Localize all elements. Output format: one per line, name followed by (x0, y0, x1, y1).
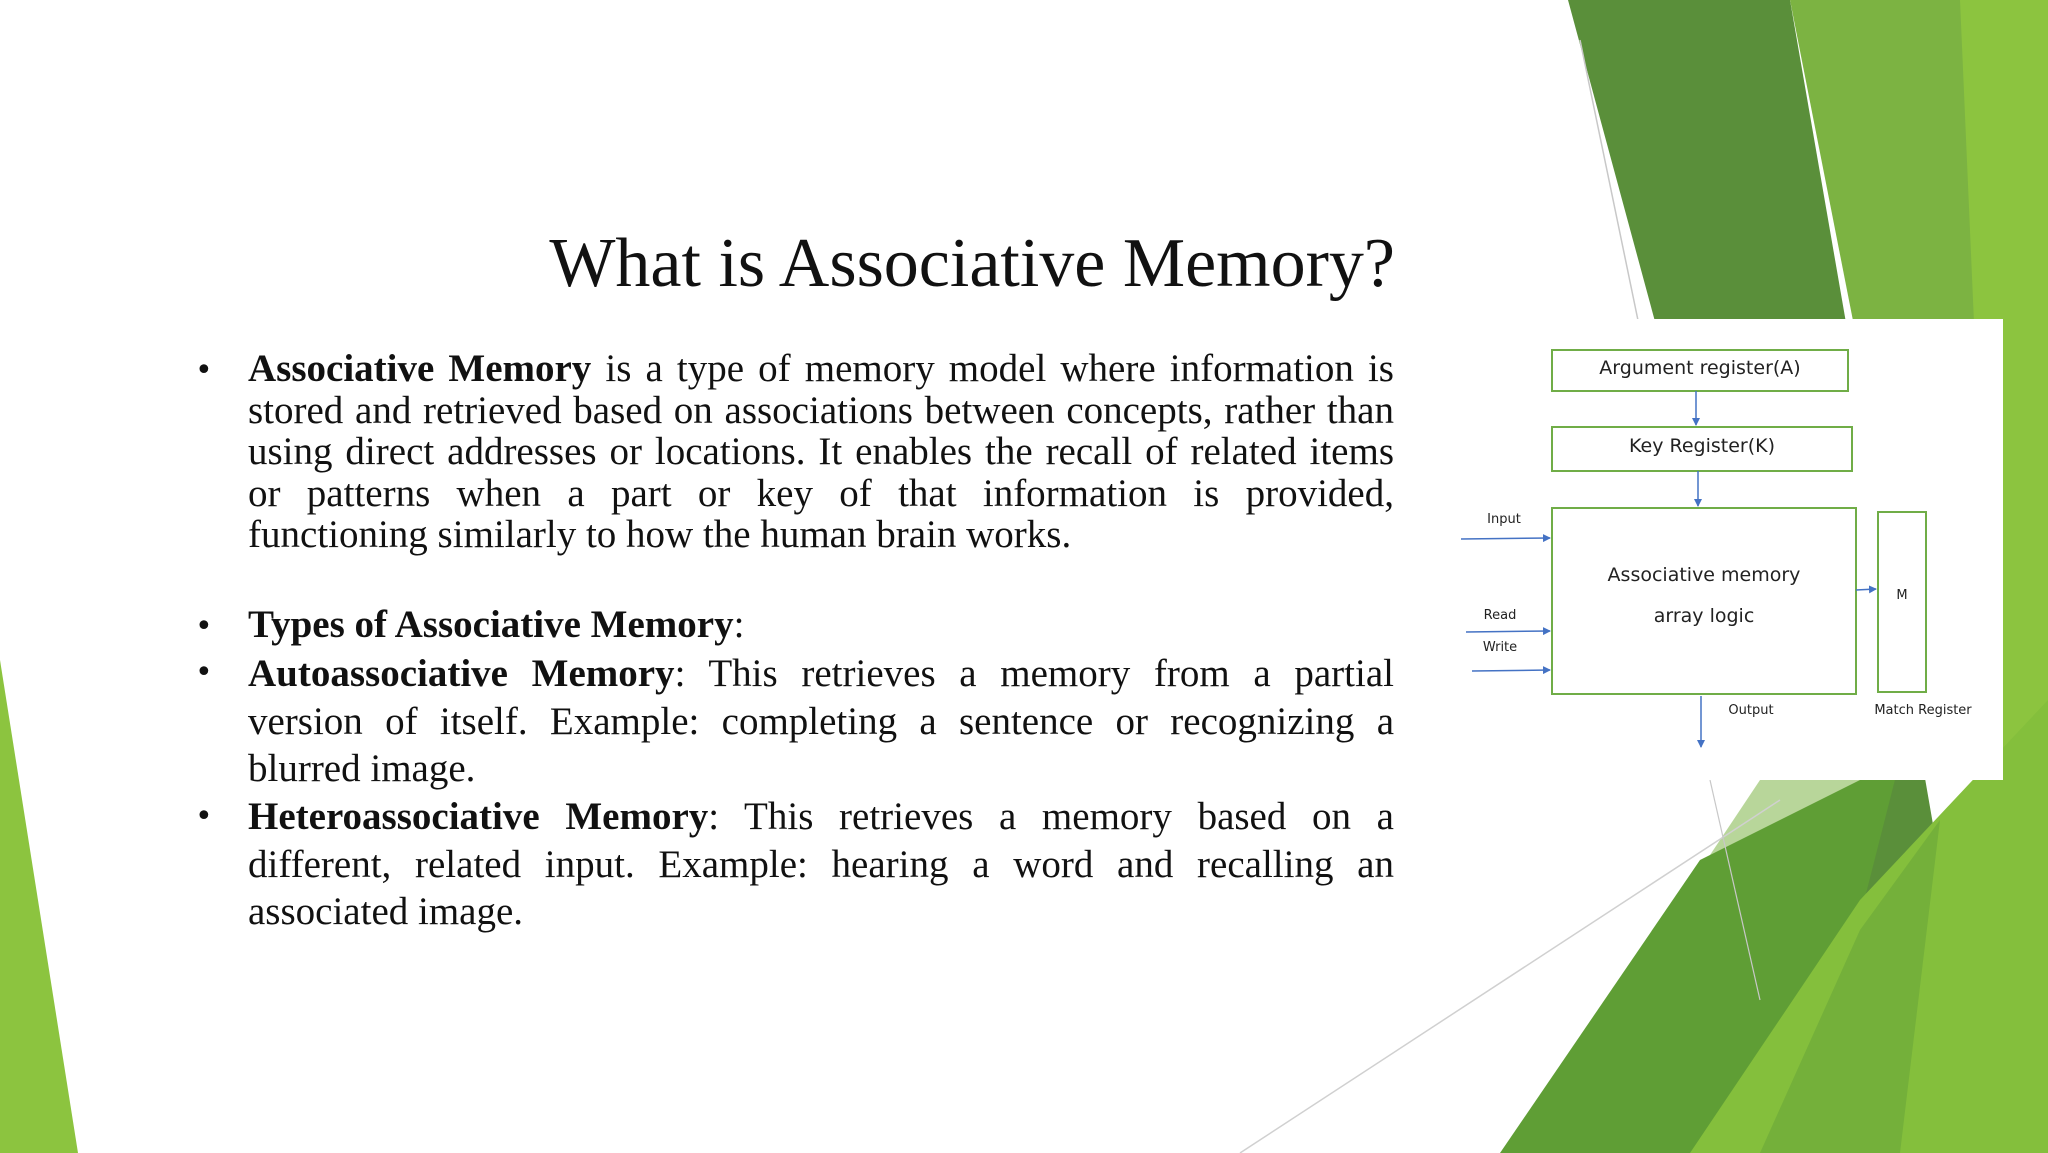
bullet-marker: • (195, 609, 213, 644)
bullet-types-heading (248, 601, 848, 649)
m-label: M (1896, 588, 1908, 603)
bullet-associative-memory (248, 348, 1394, 556)
term-heteroassociative: Heteroassociative Memory (248, 795, 709, 838)
associative-memory-label: Associative memory (1607, 564, 1801, 586)
arrow-write (1472, 670, 1550, 671)
term-types: Types of Associative Memory (248, 603, 734, 646)
types-colon: : (733, 603, 745, 646)
match-register-label: Match Register (1874, 703, 1972, 718)
argument-register-label: Argument register(A) (1599, 357, 1801, 379)
arrow-read (1466, 631, 1550, 632)
arrow-input (1461, 538, 1550, 539)
bullet-autoassociative (248, 650, 1394, 793)
output-label: Output (1728, 703, 1774, 718)
input-label: Input (1487, 512, 1521, 527)
definition-text: is a type of memory model where information is stored and retrieved based on associations between concepts, rather than using direct addresses or locations. It enables the recall of related items or patterns when a part or key of that information is provided, functioning similarly to how the human brain works. (248, 347, 1394, 556)
green-facet-left (0, 660, 78, 1153)
slide-title: What is Associative Memory? (549, 225, 1395, 302)
term-autoassociative: Autoassociative Memory (248, 652, 675, 695)
read-label: Read (1483, 608, 1517, 623)
heteroassociative-text: : This retrieves a memory based on a different, related input. Example: hearing a word and recalling an associated image. (248, 795, 1394, 933)
bullet-heteroassociative (248, 793, 1394, 936)
term-associative-memory: Associative Memory (248, 347, 592, 390)
associative-memory-diagram (1456, 319, 2003, 780)
arrow-memory-to-m (1856, 589, 1876, 590)
bullet-marker: • (195, 799, 213, 834)
bullet-marker: • (195, 353, 213, 388)
key-register-label: Key Register(K) (1629, 435, 1775, 457)
bullet-marker: • (195, 655, 213, 690)
autoassociative-text: : This retrieves a memory from a partial version of itself. Example: completing a sentence or recognizing a blurred image. (248, 652, 1394, 790)
array-logic-label: array logic (1653, 605, 1755, 627)
associative-memory-box (1552, 508, 1856, 694)
write-label: Write (1482, 640, 1518, 655)
